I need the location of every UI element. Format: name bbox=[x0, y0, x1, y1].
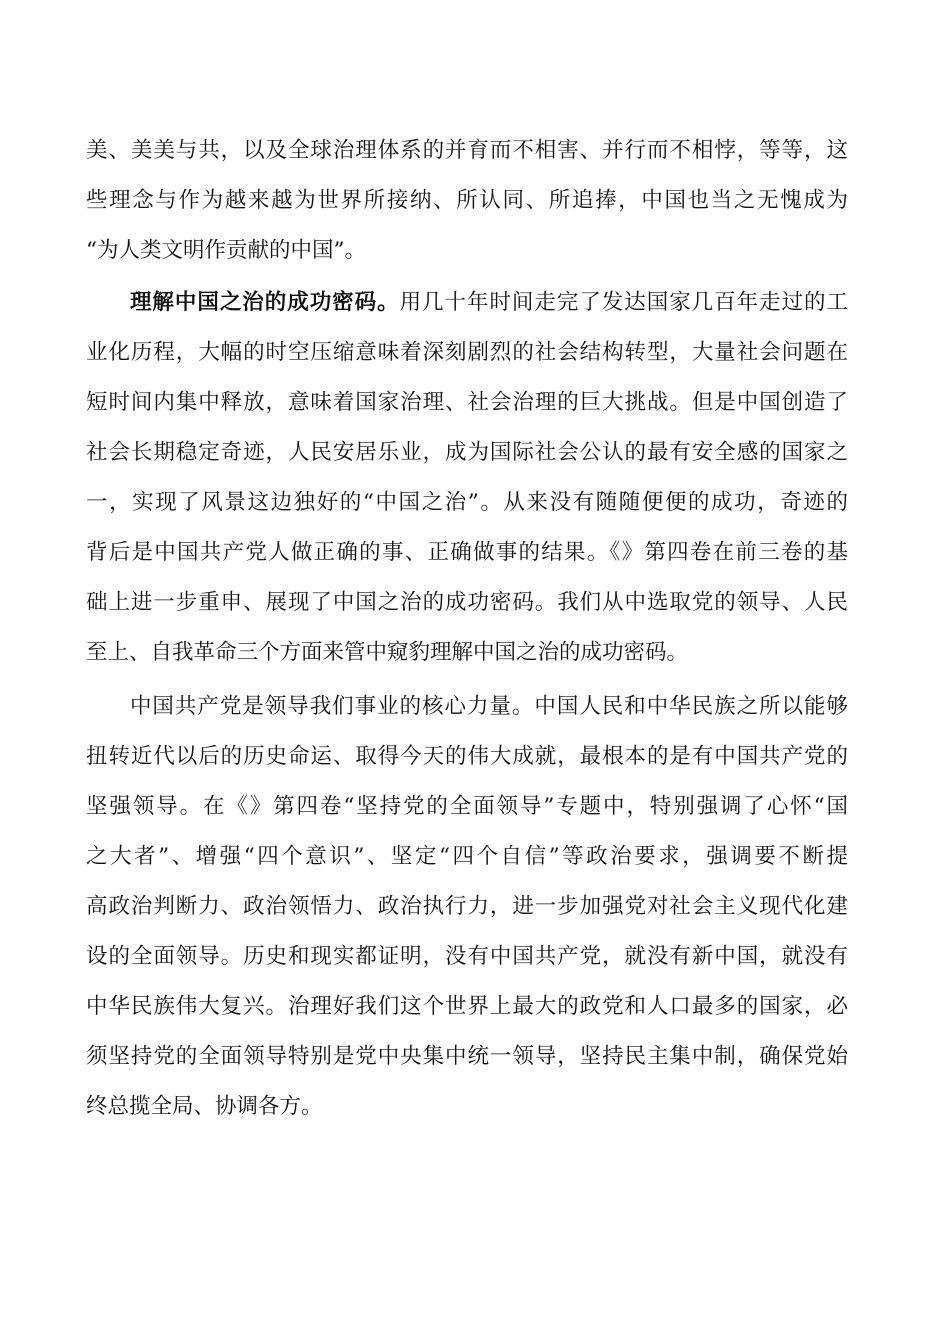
paragraph-first-line bbox=[86, 278, 848, 328]
paragraph-text: 中国共产党是领导我们事业的核心力量。中国人民和中华民族之所以能够 bbox=[129, 694, 848, 719]
paragraph-3 bbox=[86, 682, 848, 1132]
paragraph-line: 至上、自我革命三个方面来管中窥豹理解中国之治的成功密码。 bbox=[86, 640, 689, 665]
paragraph-line: 坚强领导。在《》第四卷“坚持党的全面领导”专题中，特别强调了心怀“国 bbox=[86, 794, 848, 819]
paragraph-line: 美、美美与共，以及全球治理体系的并育而不相害、并行而不相悖，等等，这 bbox=[86, 138, 848, 163]
paragraph-line: 须坚持党的全面领导特别是党中央集中统一领导，坚持民主集中制，确保党始 bbox=[86, 1044, 848, 1069]
paragraph-line: 背后是中国共产党人做正确的事、正确做事的结果。《》第四卷在前三卷的基 bbox=[86, 540, 848, 565]
paragraph-line: “为人类文明作贡献的中国”。 bbox=[86, 238, 366, 263]
section-heading: 理解中国之治的成功密码。 bbox=[129, 290, 400, 315]
paragraph-line: 一，实现了风景这边独好的“中国之治”。从来没有随随便便的成功，奇迹的 bbox=[86, 490, 848, 515]
paragraph-line: 扭转近代以后的历史命运、取得今天的伟大成就，最根本的是有中国共产党的 bbox=[86, 744, 848, 769]
paragraph-line: 业化历程，大幅的时空压缩意味着深刻剧烈的社会结构转型，大量社会问题在 bbox=[86, 340, 848, 365]
paragraph-text: 用几十年时间走完了发达国家几百年走过的工 bbox=[399, 290, 848, 315]
paragraph-line: 中华民族伟大复兴。治理好我们这个世界上最大的政党和人口最多的国家，必 bbox=[86, 994, 848, 1019]
paragraph-line: 设的全面领导。历史和现实都证明，没有中国共产党，就没有新中国，就没有 bbox=[86, 944, 848, 969]
paragraph-line: 之大者”、增强“四个意识”、坚定“四个自信”等政治要求，强调要不断提 bbox=[86, 844, 848, 869]
paragraph-first-line bbox=[86, 682, 848, 732]
paragraph-line: 短时间内集中释放，意味着国家治理、社会治理的巨大挑战。但是中国创造了 bbox=[86, 390, 848, 415]
paragraph-line: 础上进一步重申、展现了中国之治的成功密码。我们从中选取党的领导、人民 bbox=[86, 590, 848, 615]
paragraph-line: 些理念与作为越来越为世界所接纳、所认同、所追捧，中国也当之无愧成为 bbox=[86, 188, 848, 213]
paragraph-2 bbox=[86, 278, 848, 678]
paragraph-line: 社会长期稳定奇迹，人民安居乐业，成为国际社会公认的最有安全感的国家之 bbox=[86, 440, 848, 465]
paragraph-line: 高政治判断力、政治领悟力、政治执行力，进一步加强党对社会主义现代化建 bbox=[86, 894, 848, 919]
paragraph-line: 终总揽全局、协调各方。 bbox=[86, 1094, 323, 1119]
paragraph-1 bbox=[86, 126, 848, 276]
